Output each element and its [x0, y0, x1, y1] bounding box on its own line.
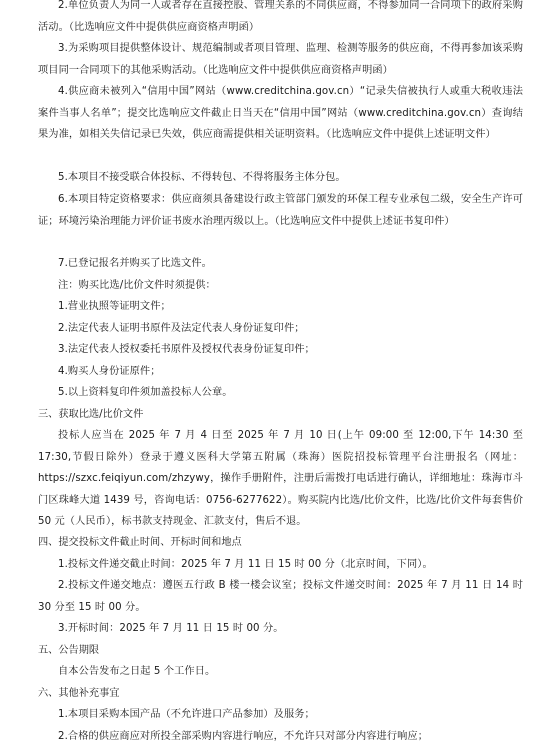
section-heading-other-matters: 六、其他补充事宜 — [38, 688, 120, 699]
list-item-seal-requirement: 5.以上资料复印件须加盖投标人公章。 — [58, 387, 233, 398]
paragraph-announcement-period: 自本公告发布之日起 5 个工作日。 — [58, 666, 216, 677]
paragraph-opening-time: 3.开标时间：2025 年 7 月 11 日 15 时 00 分。 — [58, 623, 284, 634]
paragraph-note: 注：购买比选/比价文件时须提供： — [58, 280, 216, 291]
paragraph-qualification-2: 2.单位负责人为同一人或者存在直接控股、管理关系的不同供应商，不得参加同一合同项下的政府采购活动。（比选响应文件中提供供应商资格声明函） — [38, 0, 523, 33]
list-item-authorization-letter: 3.法定代表人授权委托书原件及授权代表身份证复印件； — [58, 344, 315, 355]
paragraph-qualification-6: 6.本项目特定资格要求：供应商须具备建设行政主管部门颁发的环保工程专业承包二级，安全生产许可证；环境污染治理能力评价证书废水治理丙级以上。（比选响应文件中提供上述证书复印件） — [38, 194, 523, 227]
paragraph-qualification-3: 3.为采购项目提供整体设计、规范编制或者项目管理、监理、检测等服务的供应商，不得再参加该采购项目同一合同项下的其他采购活动。（比选响应文件中提供供应商资格声明函） — [38, 43, 523, 76]
list-item-business-license: 1.营业执照等证明文件； — [58, 301, 171, 312]
section-heading-announcement-period: 五、公告期限 — [38, 645, 100, 656]
paragraph-submission-deadline: 1.投标文件递交截止时间：2025 年 7 月 11 日 15 时 00 分（北京时间，下同）。 — [58, 559, 433, 570]
list-item-buyer-id: 4.购买人身份证原件； — [58, 366, 161, 377]
paragraph-qualification-4: 4.供应商未被列入“信用中国”网站（www.creditchina.gov.cn）“记录失信被执行人或重大税收违法案件当事人名单”；提交比选响应文件截止日当天在“信用中国”网站（www.creditchina.gov.cn）查询结果为准，如相关失信记录已失效，供应商需提供相关证明资料。（比选响应文件中提供上述证明文件） — [38, 86, 523, 141]
paragraph-domestic-products: 1.本项目采购本国产品（不允许进口产品参加）及服务； — [58, 709, 315, 720]
paragraph-full-response: 2.合格的供应商应对所投全部采购内容进行响应，不允许只对部分内容进行响应； — [58, 731, 428, 742]
section-heading-obtain-documents: 三、获取比选/比价文件 — [38, 409, 144, 420]
paragraph-submission-location: 2.投标文件递交地点：遵医五行政 B 楼一楼会议室；投标文件递交时间：2025 年 7 月 11 日 14 时 30 分至 15 时 00 分。 — [38, 580, 523, 613]
paragraph-qualification-7: 7.已登记报名并购买了比选文件。 — [58, 258, 212, 269]
section-heading-deadline: 四、提交投标文件截止时间、开标时间和地点 — [38, 537, 242, 548]
list-item-legal-rep-certificate: 2.法定代表人证明书原件及法定代表人身份证复印件； — [58, 323, 305, 334]
paragraph-qualification-5: 5.本项目不接受联合体投标、不得转包、不得将服务主体分包。 — [58, 172, 346, 183]
paragraph-obtain-documents: 投标人应当在 2025 年 7 月 4 日至 2025 年 7 月 10 日(上午 09:00 至 12:00,下午 14:30 至 17:30,节假日除外）登录于遵义医科大学第五附属（珠海）医院招投标管理平台注册报名（网址：https://szxc.feiqiyun.com/zhzywy，操作手册附件，注册后需拨打电话进行确认，详细地址：珠海市斗门区珠峰大道 1439 号，咨询电话：0756-6277622）。购买院内比选/比价文件，比选/比价文件每套售价 50 元（人民币），标书款支持现金、汇款支付，售后不退。 — [38, 430, 523, 528]
